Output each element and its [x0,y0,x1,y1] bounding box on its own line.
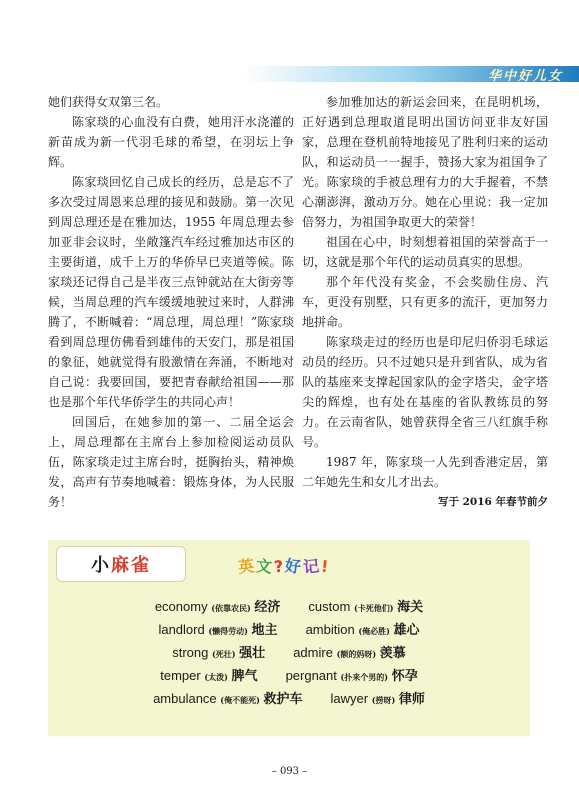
mnemonic-hint: (懒得劳动) [208,626,248,636]
mnemonic-hint: (俺必胜) [358,626,390,636]
mnemonic-hint: (依靠农民) [211,603,251,613]
chinese-meaning: 救护车 [263,692,303,707]
mnemonic-hint: (死壮) [211,649,236,659]
vocabulary-item [160,665,257,684]
paragraph: 陈家琰的心血没有白费，她用汗水浇灌的新苗成为新一代羽毛球的希望，在羽坛上争辉。 [48,115,294,169]
vocabulary-item [158,619,277,638]
article-right-column [302,92,548,512]
slogan-char: ? [273,556,287,577]
chinese-meaning: 强壮 [239,646,266,661]
english-word: lawyer [330,691,369,706]
article-left-column [48,92,294,512]
mnemonic-hint: (卡死他们) [353,603,394,613]
chinese-meaning: 律师 [398,692,425,707]
mnemonic-hint: (太泼) [204,672,228,682]
english-word: admire [293,645,333,660]
chinese-meaning: 羡慕 [379,646,406,661]
vocabulary-box-title [56,546,186,582]
chinese-meaning: 雄心 [393,623,420,638]
slogan-char: 英 [237,556,258,577]
title-char-1: 小 [91,555,111,576]
chinese-meaning: 经济 [254,600,281,615]
paragraph: 1987 年，陈家琰一人先到香港定居，第二年她先生和女儿才出去。 [302,455,548,489]
column-title: 华中好儿女 [487,69,563,84]
vocabulary-box [48,540,530,736]
slogan-char: 好 [284,556,305,577]
vocabulary-item [331,688,425,707]
title-char-3: 雀 [131,555,151,576]
vocabulary-item [172,642,265,661]
english-word: strong [172,645,209,660]
vocabulary-item [153,688,302,707]
vocabulary-row [48,642,530,661]
slogan-char: ! [320,556,332,577]
mnemonic-hint: (捞呀) [371,695,396,705]
chinese-meaning: 脾气 [231,669,258,684]
english-word: ambulance [153,691,217,706]
vocabulary-row [48,619,530,638]
vocabulary-item [306,619,420,638]
vocabulary-item [293,642,406,661]
slogan-char: 记 [302,556,323,577]
paragraph: 参加雅加达的新运会回来，在昆明机场，正好遇到总理取道昆明出国访问亚非友好国家，总理在登机前特地接见了胜利归来的运动队，和运动员一一握手，赞扬大家为祖国争了光。陈家琰的手被总理有力的大手握着，不禁心潮澎湃，激动万分。她在心里说：我一定加倍努力，为祖国争取更大的荣誉！ [302,95,548,229]
english-word: economy [154,599,208,614]
english-word: custom [308,599,351,614]
vocabulary-row [48,688,530,707]
mnemonic-hint: (扑来个男的) [340,672,389,682]
signature: 写于 2016 年春节前夕 [437,496,548,508]
slogan-char: 文 [254,556,275,577]
title-char-2: 麻 [111,555,131,576]
english-word: temper [160,668,201,683]
page-number: – 093 – [271,766,308,777]
vocabulary-item [286,665,418,684]
paragraph: 陈家琰回忆自己成长的经历，总是忘不了多次受过周恩来总理的接见和鼓励。第一次见到周总理还是在雅加达，1955 年周总理去参加亚非会议时，坐敞篷汽车经过雅加达市区的主要街道，成千上万的华侨早已夹道等候。陈家琰还记得自己是半夜三点钟就站在大街旁等候，当周总理的汽车缓缓地驶过来时，人群沸腾了，不断喊着：“周总理，周总理！”陈家琰看到周总理仿佛看到雄伟的天安门，那是祖国的象征，她就觉得有股激情在奔涌，不断地对自己说：我要回国，要把青春献给祖国——那也是那个年代华侨学生的共同心声！ [48,175,294,409]
mnemonic-hint: (额的妈呀) [336,649,377,659]
paragraph: 她们获得女双第三名。 [48,95,169,109]
paragraph: 祖国在心中，时刻想着祖国的荣誉高于一切，这就是那个年代的运动员真实的思想。 [302,235,548,269]
english-word: pergnant [285,668,337,683]
chinese-meaning: 地主 [251,623,278,638]
paragraph: 陈家琰走过的经历也是印尼归侨羽毛球运动员的经历。只不过她只是升到省队，成为省队的基座来支撑起国家队的金字塔尖，金字塔尖的辉煌，也有处在基座的省队教练员的努力。在云南省队，她曾获得全省三八红旗手称号。 [302,335,548,449]
vocabulary-slogan [238,554,331,577]
paragraph: 那个年代没有奖金，不会奖励住房、汽车，更没有别墅，只有更多的流汗，更加努力地拼命。 [302,275,548,329]
vocabulary-row [48,596,530,615]
paragraph: 回国后，在她参加的第一、二届全运会上，周总理都在主席台上参加检阅运动员队伍，陈家琰走过主席台时，挺胸抬头，精神焕发，高声有节奏地喊着：锻炼身体，为人民服务！ [48,415,294,509]
chinese-meaning: 海关 [397,600,424,615]
vocabulary-item [155,596,281,615]
english-word: ambition [305,622,355,637]
vocabulary-row [48,665,530,684]
chinese-meaning: 怀孕 [391,669,418,684]
mnemonic-hint: (俺不能死) [220,695,260,705]
english-word: landlord [158,622,205,637]
vocabulary-item [308,596,423,615]
